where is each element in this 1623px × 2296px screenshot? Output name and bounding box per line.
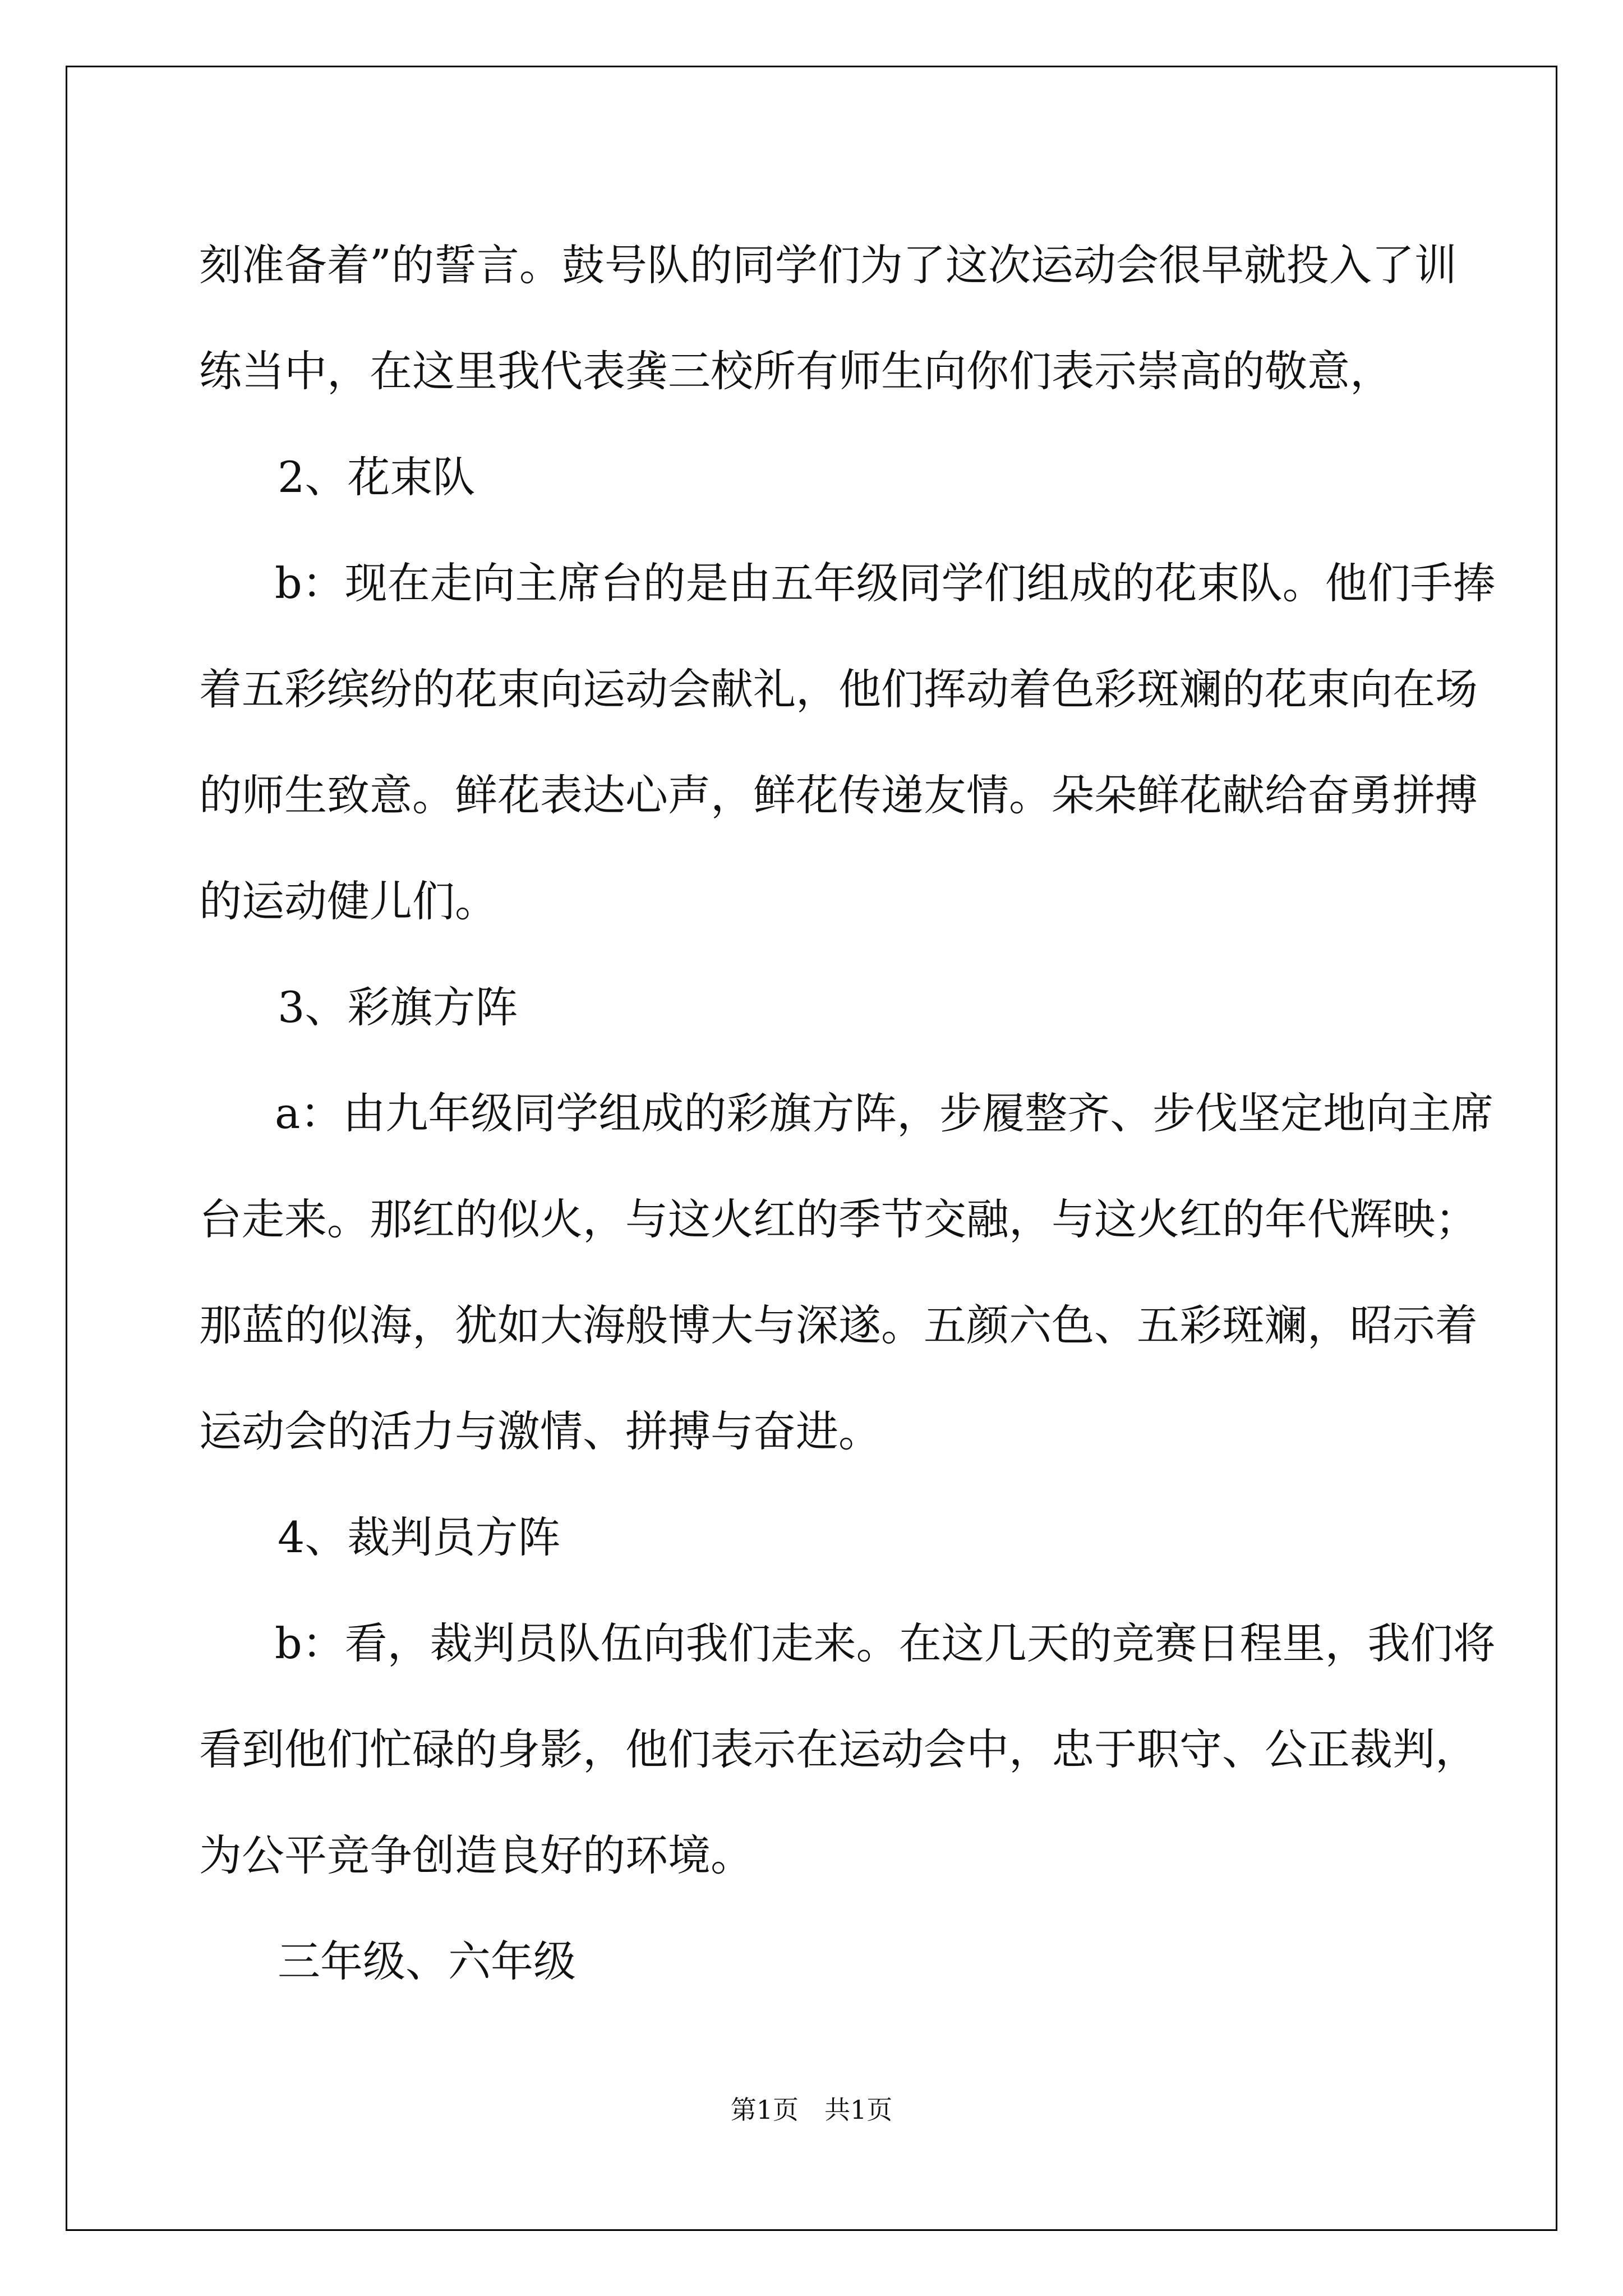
body-text-line: 着五彩缤纷的花束向运动会献礼，他们挥动着色彩斑斓的花束向在场 [199,664,1478,714]
body-text-line: 的师生致意。鲜花表达心声，鲜花传递友情。朵朵鲜花献给奋勇拼搏 [199,770,1478,820]
section-heading: 3、彩旗方阵 [278,982,518,1032]
body-text-line: 看到他们忙碌的身影，他们表示在运动会中，忠于职守、公正裁判， [199,1724,1478,1774]
body-text-line: b：看，裁判员队伍向我们走来。在这几天的竞赛日程里，我们将 [275,1618,1496,1668]
document-body [199,212,1496,2014]
body-text-line: 运动会的活力与激情、拼搏与奋进。 [199,1406,881,1456]
body-text-line: b：现在走向主席台的是由五年级同学们组成的花束队。他们手捧 [275,558,1496,608]
section-heading: 4、裁判员方阵 [278,1512,561,1562]
body-text-line: 练当中，在这里我代表龚三校所有师生向你们表示崇高的敬意， [199,346,1393,396]
section-heading: 2、花束队 [278,452,476,502]
body-text-line: a：由九年级同学组成的彩旗方阵，步履整齐、步伐坚定地向主席 [275,1088,1494,1138]
body-text-line: 为公平竞争创造良好的环境。 [199,1830,753,1880]
body-text-line: 那蓝的似海，犹如大海般博大与深遂。五颜六色、五彩斑斓，昭示着 [199,1300,1478,1350]
body-text-line: 的运动健儿们。 [199,876,497,926]
body-text-line: 刻准备着”的誓言。鼓号队的同学们为了这次运动会很早就投入了训 [199,240,1457,290]
page-footer: 第1页 共1页 [730,2095,893,2125]
section-heading: 三年级、六年级 [278,1936,576,1986]
body-text-line: 台走来。那红的似火，与这火红的季节交融，与这火红的年代辉映； [199,1194,1478,1244]
